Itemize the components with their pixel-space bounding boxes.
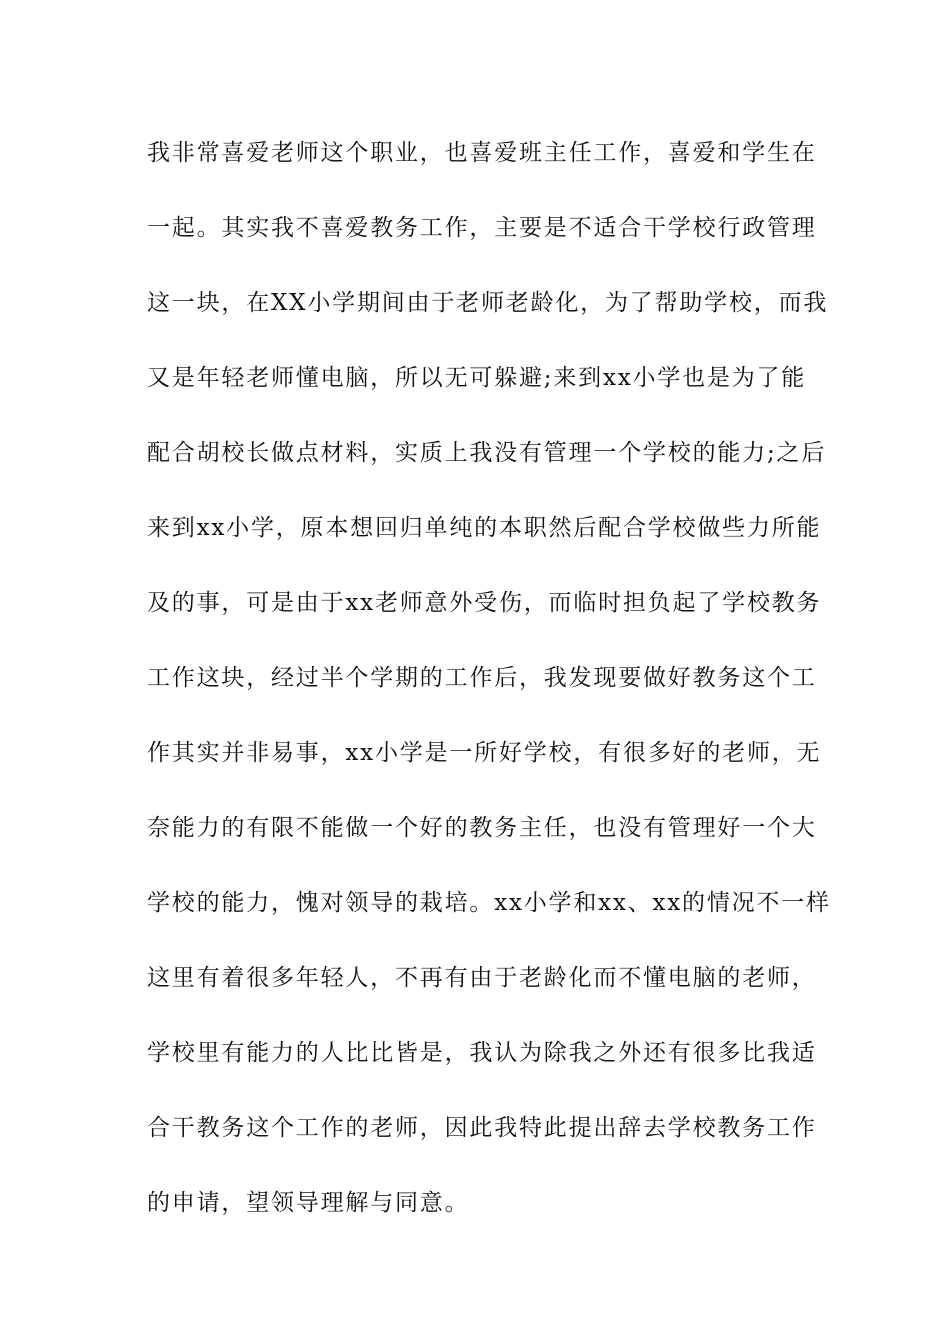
text-line: 作其实并非易事，xx小学是一所好学校，有很多好的老师，无 <box>147 740 822 766</box>
text-line: 来到xx小学，原本想回归单纯的本职然后配合学校做些力所能 <box>147 515 822 541</box>
text-line: 合干教务这个工作的老师，因此我特此提出辞去学校教务工作 <box>147 1115 817 1141</box>
text-line: 配合胡校长做点材料，实质上我没有管理一个学校的能力;之后 <box>147 440 827 466</box>
text-line: 这一块，在XX小学期间由于老师老龄化，为了帮助学校，而我 <box>147 290 829 316</box>
text-line: 奈能力的有限不能做一个好的教务主任，也没有管理好一个大 <box>147 815 817 841</box>
text-line: 又是年轻老师懂电脑，所以无可躲避;来到xx小学也是为了能 <box>147 365 807 391</box>
body-text <box>147 133 831 1258</box>
text-line: 及的事，可是由于xx老师意外受伤，而临时担负起了学校教务 <box>147 590 822 616</box>
text-line: 学校的能力，愧对领导的栽培。xx小学和xx、xx的情况不一样 <box>147 890 831 916</box>
text-line: 工作这块，经过半个学期的工作后，我发现要做好教务这个工 <box>147 665 817 691</box>
text-line: 学校里有能力的人比比皆是，我认为除我之外还有很多比我适 <box>147 1040 817 1066</box>
text-line: 这里有着很多年轻人，不再有由于老龄化而不懂电脑的老师， <box>147 965 817 991</box>
text-line: 一起。其实我不喜爱教务工作，主要是不适合干学校行政管理 <box>147 215 817 241</box>
text-line: 我非常喜爱老师这个职业，也喜爱班主任工作，喜爱和学生在 <box>147 140 817 166</box>
text-line: 的申请，望领导理解与同意。 <box>147 1190 470 1216</box>
